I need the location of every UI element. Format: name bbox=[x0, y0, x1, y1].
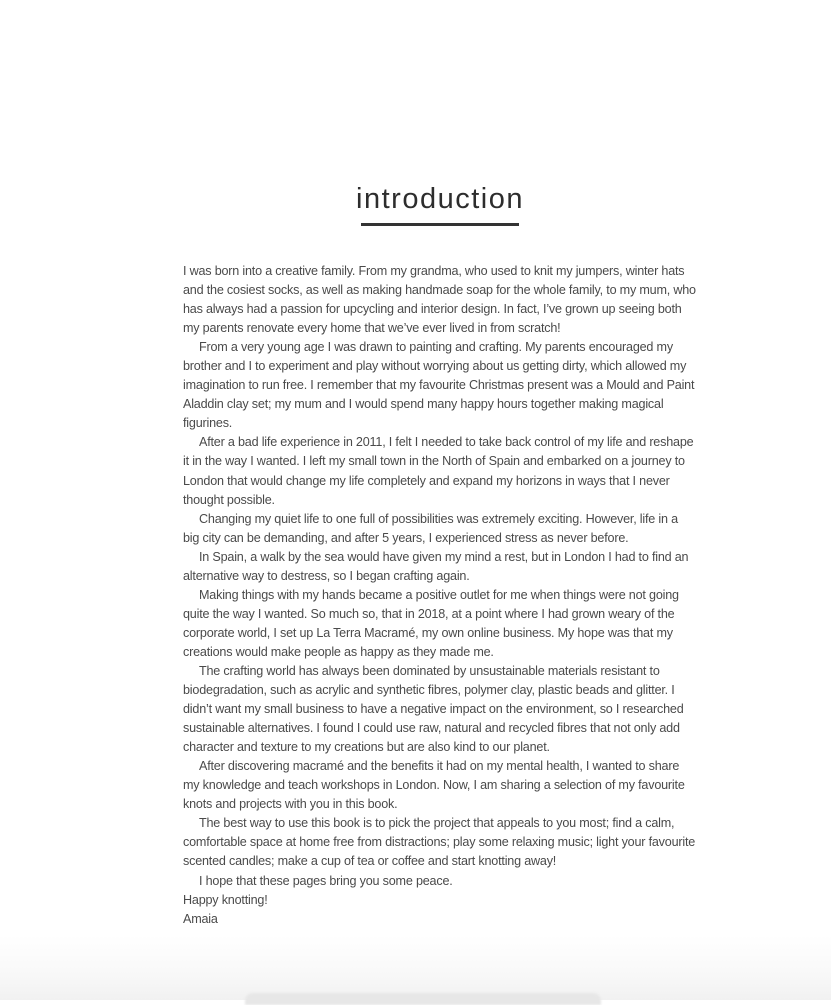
paragraph: From a very young age I was drawn to painting and crafting. My parents encouraged my brother and I to experiment and play without worrying about us getting dirty, which allowed my imagination to run free. I remember that my favourite Christmas present was a Mould and Paint Aladdin clay set; my mum and I would spend many happy hours together making magical figurines. bbox=[183, 340, 695, 431]
paragraph: Making things with my hands became a positive outlet for me when things were not going quite the way I wanted. So much so, that in 2018, at a point where I had grown weary of the corporate world, I set up La Terra Macramé, my own online business. My hope was that my creations would make people as happy as they made me. bbox=[183, 587, 679, 659]
paragraph: Changing my quiet life to one full of possibilities was extremely exciting. However, life in a big city can be demanding, and after 5 years, I experienced stress as never before. bbox=[183, 511, 678, 545]
paragraph: The best way to use this book is to pick the project that appeals to you most; find a calm, comfortable space at home free from distractions; play some relaxing music; light your favourite scented candles; make a cup of tea or coffee and start knotting away! bbox=[183, 816, 696, 869]
introduction-text bbox=[183, 262, 697, 929]
page-title: introduction bbox=[356, 183, 524, 215]
title-rule bbox=[361, 223, 519, 226]
page-bottom-fade bbox=[0, 935, 831, 1000]
paragraph: I was born into a creative family. From my grandma, who used to knit my jumpers, winter hats and the cosiest socks, as well as making handmade soap for the whole family, to my mum, who has always had a passion for upcycling and interior design. In fact, I’ve grown up seeing both my parents renovate every home that we’ve ever lived in from scratch! bbox=[183, 264, 696, 336]
paragraph: Happy knotting! bbox=[183, 892, 268, 907]
next-page-edge bbox=[245, 993, 601, 1005]
paragraph: Amaia bbox=[183, 911, 218, 926]
paragraph: After discovering macramé and the benefits it had on my mental health, I wanted to share my knowledge and teach workshops in London. Now, I am sharing a selection of my favourite knots and projects with you in this book. bbox=[183, 759, 685, 812]
text-column bbox=[183, 183, 697, 929]
paragraph: The crafting world has always been dominated by unsustainable materials resistant to biodegradation, such as acrylic and synthetic fibres, polymer clay, plastic beads and glitter. I didn’t want my small business to have a negative impact on the environment, so I researched sustainable alternatives. I found I could use raw, natural and recycled fibres that not only add character and texture to my creations but are also kind to our planet. bbox=[183, 663, 684, 755]
paragraph: I hope that these pages bring you some peace. bbox=[199, 873, 453, 888]
paragraph: After a bad life experience in 2011, I felt I needed to take back control of my life and reshape it in the way I wanted. I left my small town in the North of Spain and embarked on a journey to London that would change my life completely and expand my horizons in ways that I never thought possible. bbox=[183, 435, 694, 507]
paragraph: In Spain, a walk by the sea would have given my mind a rest, but in London I had to find an alternative way to destress, so I began crafting again. bbox=[183, 549, 689, 583]
